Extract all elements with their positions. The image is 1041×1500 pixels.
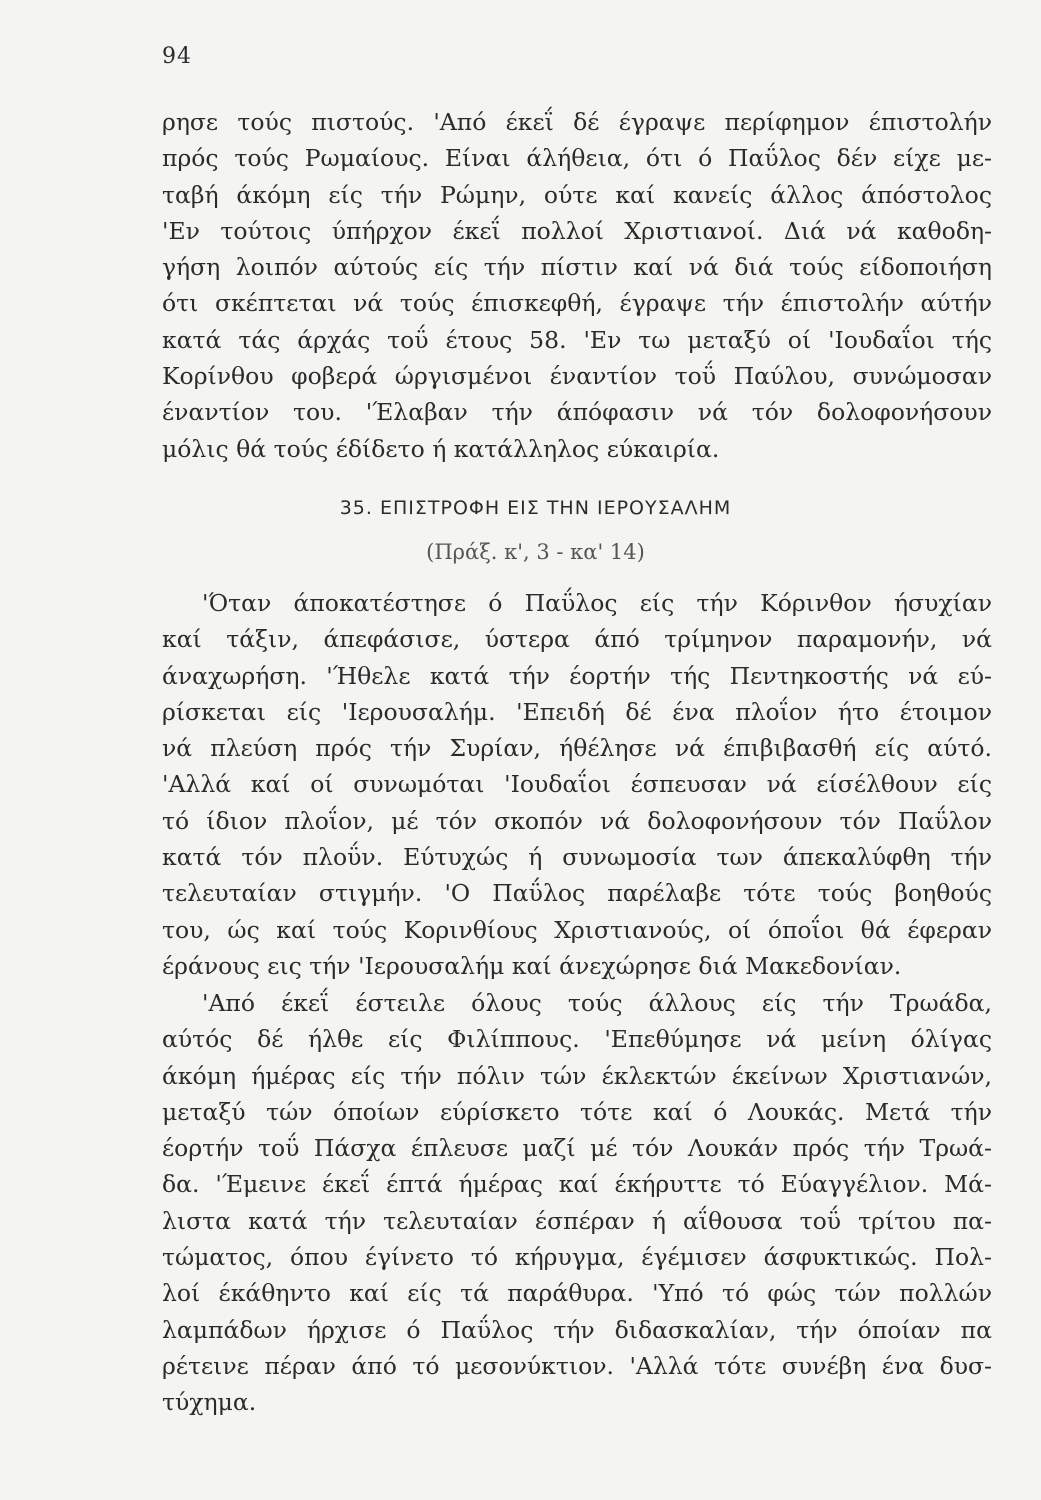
text-line: μεταξύ τών όποίων εύρίσκετο τότε καί ό Λουκάς. Μετά τήν	[162, 1097, 992, 1126]
text-line: λιστα κατά τήν τελευταίαν έσπέραν ή αΐθουσα τοΰ τρίτου πα-	[162, 1206, 992, 1235]
page-number: 94	[162, 44, 192, 69]
text-line: τύχημα.	[162, 1388, 257, 1417]
text-line: αύτός δέ ήλθε είς Φιλίππους. 'Επεθύμησε νά μείνη όλίγας	[162, 1025, 992, 1054]
text-line: ότι σκέπτεται νά τούς έπισκεφθή, έγραψε τήν έπιστολήν αύτήν	[162, 289, 992, 318]
text-line: ρίσκεται είς 'Ιερουσαλήμ. 'Επειδή δέ ένα πλοΐον ήτο έτοιμον	[162, 697, 992, 726]
text-line: τώματος, όπου έγίνετο τό κήρυγμα, έγέμισεν άσφυκτικώς. Πολ-	[162, 1243, 992, 1272]
text-line: κατά τάς άρχάς τοΰ έτους 58. 'Εν τω μεταξύ οί 'Ιουδαΐοι τής	[162, 325, 992, 354]
text-line: 'Από έκεΐ έστειλε όλους τούς άλλους είς τήν Τρωάδα,	[202, 989, 992, 1017]
text-line: Κορίνθου φοβερά ώργισμένοι έναντίον τοΰ Παύλου, συνώμοσαν	[162, 362, 992, 391]
text-line: έναντίον του. 'Έλαβαν τήν άπόφασιν νά τόν δολοφονήσουν	[162, 398, 992, 427]
paragraph-2	[162, 585, 992, 984]
text-line: ταβή άκόμη είς τήν Ρώμην, ούτε καί κανείς άλλος άπόστολος	[162, 180, 992, 209]
text-line: του, ώς καί τούς Κορινθίους Χριστιανούς, οί όποΐοι θά έφεραν	[162, 915, 992, 944]
text-line: δα. 'Έμεινε έκεΐ έπτά ήμέρας καί έκήρυττε τό Εύαγγέλιον. Μά-	[162, 1170, 992, 1199]
text-line: νά πλεύση πρός τήν Συρίαν, ήθέλησε νά έπιβιβασθή είς αύτό.	[162, 734, 992, 763]
text-line: 'Αλλά καί οί συνωμόται 'Ιουδαΐοι έσπευσαν νά είσέλθουν είς	[162, 770, 992, 799]
text-line: πρός τούς Ρωμαίους. Είναι άλήθεια, ότι ό Παΰλος δέν είχε με-	[162, 144, 992, 173]
text-line: άκόμη ήμέρας είς τήν πόλιν τών έκλεκτών έκείνων Χριστιανών,	[162, 1061, 992, 1090]
text-line: ρησε τούς πιστούς. 'Από έκεΐ δέ έγραψε περίφημον έπιστολήν	[162, 108, 992, 136]
text-line: κατά τόν πλοΰν. Εύτυχώς ή συνωμοσία των άπεκαλύφθη τήν	[162, 843, 992, 872]
text-line: καί τάξιν, άπεφάσισε, ύστερα άπό τρίμηνον παραμονήν, νά	[162, 625, 992, 654]
text-line: λαμπάδων ήρχισε ό Παΰλος τήν διδασκαλίαν, τήν όποίαν πα	[162, 1315, 992, 1344]
text-line: άναχωρήση. 'Ήθελε κατά τήν έορτήν τής Πεντηκοστής νά εύ-	[162, 661, 992, 690]
text-line: μόλις θά τούς έδίδετο ή κατάλληλος εύκαιρία.	[162, 434, 720, 463]
text-line: 'Εν τούτοις ύπήρχον έκεΐ πολλοί Χριστιανοί. Διά νά καθοδη-	[162, 216, 992, 245]
text-line: τό ίδιον πλοΐον, μέ τόν σκοπόν νά δολοφονήσουν τόν Παΰλον	[162, 806, 992, 835]
section-heading: 35. ΕΠΙΣΤΡΟΦΗ ΕΙΣ ΤΗΝ ΙΕΡΟΥΣΑΛΗΜ	[339, 497, 732, 519]
text-line: τελευταίαν στιγμήν. 'Ο Παΰλος παρέλαβε τότε τούς βοηθούς	[162, 879, 992, 908]
section-reference: (Πράξ. κ', 3 - κα' 14)	[426, 540, 645, 564]
text-line: λοί έκάθηντο καί είς τά παράθυρα. 'Υπό τό φώς τών πολλών	[162, 1279, 992, 1308]
paragraph-1	[162, 104, 992, 467]
text-line: 'Όταν άποκατέστησε ό Παΰλος είς τήν Κόρινθον ήσυχίαν	[202, 589, 992, 617]
text-line: γήση λοιπόν αύτούς είς τήν πίστιν καί νά διά τούς είδοποιήση	[162, 253, 992, 282]
text-line: ρέτεινε πέραν άπό τό μεσονύκτιον. 'Αλλά τότε συνέβη ένα δυσ-	[162, 1351, 992, 1380]
text-line: έορτήν τοΰ Πάσχα έπλευσε μαζί μέ τόν Λουκάν πρός τήν Τρωά-	[162, 1134, 992, 1163]
paragraph-3	[162, 985, 992, 1421]
text-line: έράνους εις τήν 'Ιερουσαλήμ καί άνεχώρησε διά Μακεδονίαν.	[162, 951, 902, 980]
